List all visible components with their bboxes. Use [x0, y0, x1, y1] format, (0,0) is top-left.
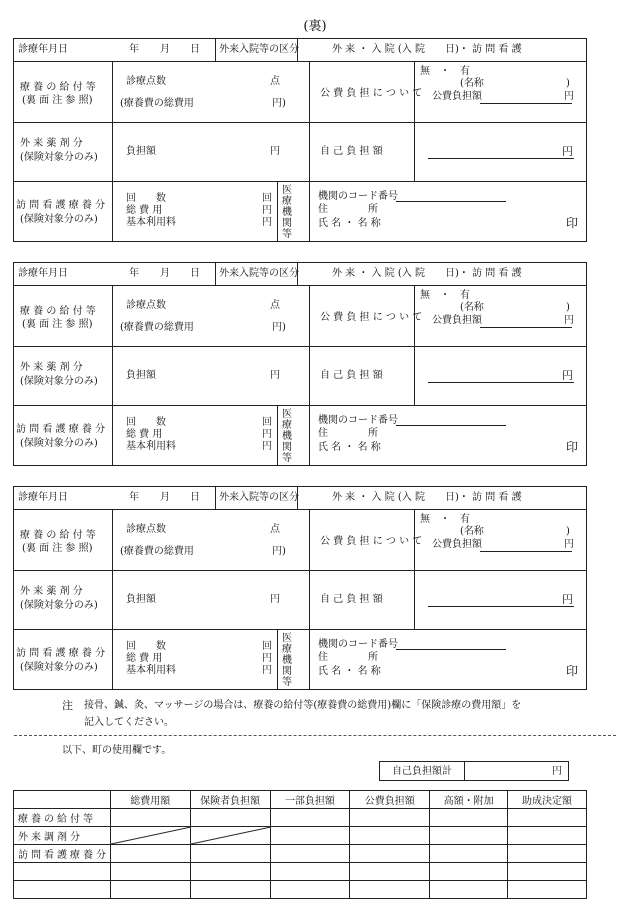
outpatient-note: (保険対象分のみ): [20, 152, 98, 163]
date-label: 診療年月日: [18, 44, 68, 55]
seal-label: 印: [566, 216, 579, 230]
self-burden-label: 自 己 負 担 額: [320, 370, 383, 381]
public-name-label: (名称: [460, 526, 484, 537]
burden-label: 負担額: [126, 370, 156, 381]
self-burden-unit: 円: [562, 593, 573, 606]
total-fee-label: 総 費 用: [126, 205, 163, 216]
total-fee-label: 総 費 用: [126, 429, 163, 440]
total-cost-label: (療養費の総費用: [120, 322, 194, 333]
record-block: [13, 262, 587, 466]
header-cell: 助成決定額: [508, 791, 587, 809]
code-label: 機関のコード番号: [318, 415, 398, 426]
basic-fee-unit: 円: [262, 665, 272, 676]
burden-unit: 円: [270, 594, 280, 605]
benefit-note: (裏 面 注 参 照): [22, 95, 93, 106]
self-burden-label: 自 己 負 担 額: [320, 594, 383, 605]
record-block: [13, 486, 587, 690]
burden-unit: 円: [270, 146, 280, 157]
basic-fee-unit: 円: [262, 217, 272, 228]
self-burden-unit: 円: [562, 145, 573, 158]
total-fee-label: 総 費 用: [126, 653, 163, 664]
self-burden-unit: 円: [562, 369, 573, 382]
seal-label: 印: [566, 664, 579, 678]
none-yes: 無 ・ 有: [420, 66, 470, 77]
year-label: 年: [129, 268, 139, 279]
diagonal-cell: [190, 827, 270, 845]
month-label: 月: [160, 268, 170, 279]
public-name-label: (名称: [460, 302, 484, 313]
row-label: 外来調剤分: [14, 827, 111, 845]
public-amount-label: 公費負担額: [432, 315, 482, 326]
times-label: 回 数: [126, 641, 166, 652]
diagonal-cell: [110, 827, 190, 845]
division-label: 外来入院等の区分: [219, 44, 299, 55]
division-label: 外来入院等の区分: [219, 492, 299, 503]
division-value: 外 来 ・ 入 院 (入 院 日)・ 訪 問 看 護: [332, 492, 522, 503]
basic-fee-label: 基本利用料: [126, 217, 176, 228]
public-name-close: ): [566, 78, 570, 89]
burden-unit: 円: [270, 370, 280, 381]
header-cell: [14, 791, 111, 809]
basic-fee-unit: 円: [262, 441, 272, 452]
total-cost-unit: 円): [272, 546, 286, 557]
visit-label: 訪 問 看 護 療 養 分: [16, 424, 106, 435]
address-label: 住 所: [318, 428, 378, 439]
name-label: 氏 名 ・ 名 称: [318, 666, 381, 677]
header-cell: 一部負担額: [270, 791, 350, 809]
date-label: 診療年月日: [18, 268, 68, 279]
header-cell: 総費用額: [110, 791, 190, 809]
table-row: [14, 863, 587, 881]
town-use-intro: 以下、町の使用欄です。: [62, 745, 172, 756]
address-label: 住 所: [318, 652, 378, 663]
self-total-label: 自己負担額計: [392, 766, 452, 777]
public-amount-unit: 円: [564, 315, 574, 326]
public-amount-unit: 円: [564, 539, 574, 550]
public-burden-label: 公 費 負 担 に つ い て: [320, 536, 423, 547]
benefit-label: 療 養 の 給 付 等: [20, 306, 96, 317]
table-row: [14, 845, 587, 863]
table-row: [14, 881, 587, 899]
outpatient-label: 外 来 薬 剤 分: [20, 138, 83, 149]
times-unit: 回: [262, 417, 272, 428]
total-fee-unit: 円: [262, 205, 272, 216]
division-value: 外 来 ・ 入 院 (入 院 日)・ 訪 問 看 護: [332, 44, 522, 55]
times-label: 回 数: [126, 193, 166, 204]
public-name-close: ): [566, 526, 570, 537]
year-label: 年: [129, 492, 139, 503]
name-label: 氏 名 ・ 名 称: [318, 442, 381, 453]
public-amount-label: 公費負担額: [432, 91, 482, 102]
year-label: 年: [129, 44, 139, 55]
division-label: 外来入院等の区分: [219, 268, 299, 279]
visit-label: 訪 問 看 護 療 養 分: [16, 200, 106, 211]
row-label: 療養の給付等: [14, 809, 111, 827]
row-label: 訪問看護療養分: [14, 845, 111, 863]
header-cell: 高額・附加: [430, 791, 508, 809]
header-cell: 保険者負担額: [190, 791, 270, 809]
outpatient-note: (保険対象分のみ): [20, 376, 98, 387]
benefit-label: 療 養 の 給 付 等: [20, 530, 96, 541]
row-label: [14, 881, 111, 899]
outpatient-label: 外 来 薬 剤 分: [20, 362, 83, 373]
total-cost-unit: 円): [272, 322, 286, 333]
day-label: 日: [190, 268, 200, 279]
benefit-label: 療 養 の 給 付 等: [20, 82, 96, 93]
visit-label: 訪 問 看 護 療 養 分: [16, 648, 106, 659]
medical-institution-label: 医療機関等: [282, 633, 292, 688]
points-unit: 点: [270, 524, 280, 535]
table-row: [14, 809, 587, 827]
times-label: 回 数: [126, 417, 166, 428]
medical-institution-label: 医療機関等: [282, 409, 292, 464]
total-fee-unit: 円: [262, 653, 272, 664]
table-header-row: [14, 791, 587, 809]
total-cost-label: (療養費の総費用: [120, 546, 194, 557]
points-label: 診療点数: [126, 300, 166, 311]
visit-note: (保険対象分のみ): [20, 662, 98, 673]
points-unit: 点: [270, 300, 280, 311]
page-side-label: (裏): [303, 19, 327, 34]
cut-line: [14, 735, 616, 736]
total-cost-unit: 円): [272, 98, 286, 109]
self-total-box: [379, 761, 569, 781]
name-label: 氏 名 ・ 名 称: [318, 218, 381, 229]
public-burden-label: 公 費 負 担 に つ い て: [320, 88, 423, 99]
burden-label: 負担額: [126, 146, 156, 157]
none-yes: 無 ・ 有: [420, 514, 470, 525]
points-label: 診療点数: [126, 76, 166, 87]
month-label: 月: [160, 492, 170, 503]
note-mark: 注: [62, 699, 73, 712]
row-label: [14, 863, 111, 881]
day-label: 日: [190, 492, 200, 503]
seal-label: 印: [566, 440, 579, 454]
date-label: 診療年月日: [18, 492, 68, 503]
basic-fee-label: 基本利用料: [126, 665, 176, 676]
header-cell: 公費負担額: [350, 791, 430, 809]
public-amount-unit: 円: [564, 91, 574, 102]
record-block: [13, 38, 587, 242]
address-label: 住 所: [318, 204, 378, 215]
self-total-unit: 円: [552, 766, 562, 777]
table-row: [14, 827, 587, 845]
outpatient-label: 外 来 薬 剤 分: [20, 586, 83, 597]
outpatient-note: (保険対象分のみ): [20, 600, 98, 611]
total-fee-unit: 円: [262, 429, 272, 440]
code-label: 機関のコード番号: [318, 639, 398, 650]
medical-institution-label: 医療機関等: [282, 185, 292, 240]
visit-note: (保険対象分のみ): [20, 438, 98, 449]
month-label: 月: [160, 44, 170, 55]
times-unit: 回: [262, 641, 272, 652]
day-label: 日: [190, 44, 200, 55]
benefit-note: (裏 面 注 参 照): [22, 319, 93, 330]
town-use-table: [13, 790, 587, 899]
burden-label: 負担額: [126, 594, 156, 605]
public-name-label: (名称: [460, 78, 484, 89]
code-label: 機関のコード番号: [318, 191, 398, 202]
note-line-2: 記入してください。: [84, 717, 174, 728]
note-line-1: 接骨、鍼、灸、マッサージの場合は、療養の給付等(療養費の総費用)欄に「保険診療の費用額」を: [84, 700, 522, 711]
division-value: 外 来 ・ 入 院 (入 院 日)・ 訪 問 看 護: [332, 268, 522, 279]
benefit-note: (裏 面 注 参 照): [22, 543, 93, 554]
times-unit: 回: [262, 193, 272, 204]
public-burden-label: 公 費 負 担 に つ い て: [320, 312, 423, 323]
self-burden-label: 自 己 負 担 額: [320, 146, 383, 157]
visit-note: (保険対象分のみ): [20, 214, 98, 225]
none-yes: 無 ・ 有: [420, 290, 470, 301]
total-cost-label: (療養費の総費用: [120, 98, 194, 109]
basic-fee-label: 基本利用料: [126, 441, 176, 452]
public-name-close: ): [566, 302, 570, 313]
points-label: 診療点数: [126, 524, 166, 535]
public-amount-label: 公費負担額: [432, 539, 482, 550]
points-unit: 点: [270, 76, 280, 87]
